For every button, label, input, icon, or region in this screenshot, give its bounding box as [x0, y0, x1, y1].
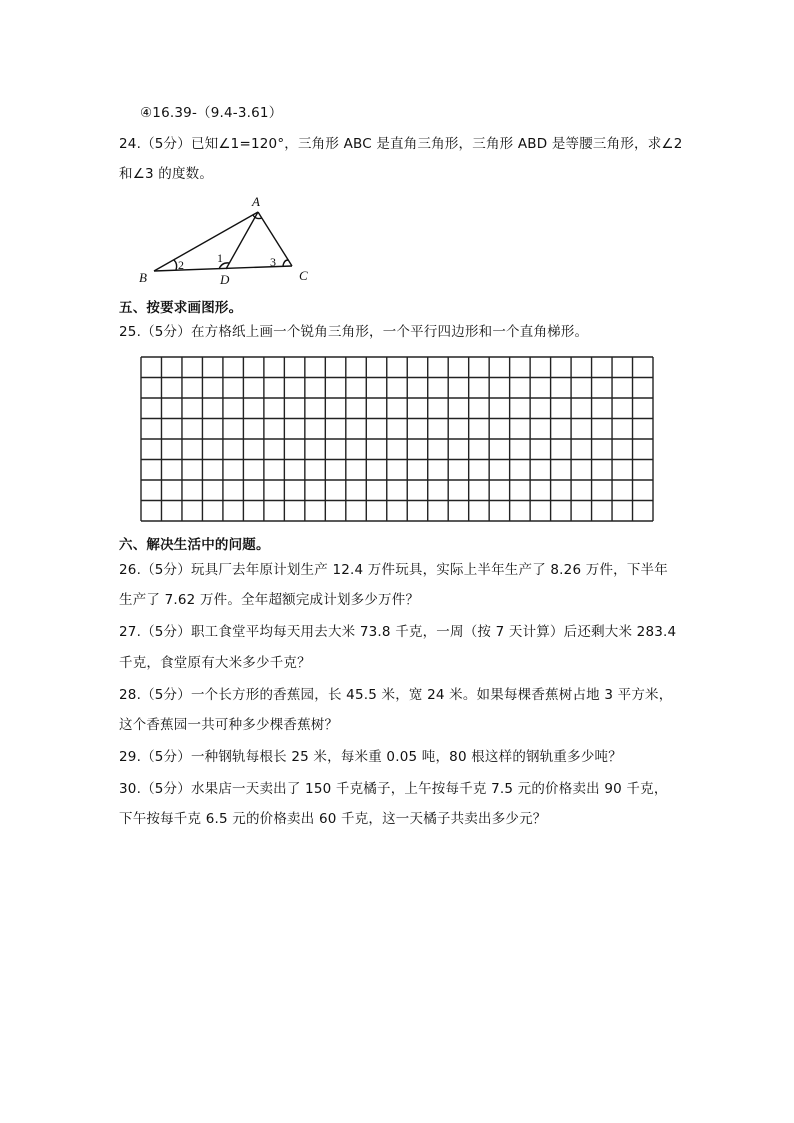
- question-27-line-1: 27.（5分）职工食堂平均每天用去大米 73.8 千克，一周（按 7 天计算）后还剩大米 283.4: [119, 624, 677, 640]
- question-28-line-1: 28.（5分）一个长方形的香蕉园，长 45.5 米，宽 24 米。如果每棵香蕉树占地 3 平方米，: [119, 687, 673, 703]
- label-angle-2: 2: [178, 258, 184, 272]
- section-6-heading: 六、解决生活中的问题。: [119, 537, 270, 553]
- angle-2-arc: [174, 260, 177, 270]
- question-26-line-1: 26.（5分）玩具厂去年原计划生产 12.4 万件玩具，实际上半年生产了 8.26 万件，下半年: [119, 562, 668, 578]
- question-25: 25.（5分）在方格纸上画一个锐角三角形，一个平行四边形和一个直角梯形。: [119, 324, 589, 340]
- label-angle-3: 3: [270, 255, 276, 269]
- question-30-line-2: 下午按每千克 6.5 元的价格卖出 60 千克，这一天橘子共卖出多少元？: [119, 811, 547, 827]
- question-26-line-2: 生产了 7.62 万件。全年超额完成计划多少万件？: [119, 592, 420, 608]
- question-27-line-2: 千克，食堂原有大米多少千克？: [119, 655, 311, 671]
- label-c: C: [299, 268, 308, 283]
- question-23-part-4: ④16.39-（9.4-3.61）: [140, 105, 283, 121]
- label-d: D: [220, 272, 230, 284]
- question-24-line-1: 24.（5分）已知∠1=120°，三角形 ABC 是直角三角形，三角形 ABD 是等腰三角形，求∠2: [119, 136, 683, 152]
- question-29: 29.（5分）一种钢轨每根长 25 米，每米重 0.05 吨，80 根这样的钢轨重多少吨？: [119, 749, 622, 765]
- question-24-line-2: 和∠3 的度数。: [119, 166, 214, 182]
- section-5-heading: 五、按要求画图形。: [119, 300, 243, 316]
- grid-paper: [140, 356, 654, 522]
- angle-3-arc: [283, 260, 288, 266]
- label-angle-1: 1: [217, 251, 223, 265]
- label-b: B: [139, 270, 147, 284]
- segment-ab: [154, 212, 258, 271]
- label-a: A: [252, 194, 260, 209]
- question-28-line-2: 这个香蕉园一共可种多少棵香蕉树？: [119, 717, 339, 733]
- question-30-line-1: 30.（5分）水果店一天卖出了 150 千克橘子，上午按每千克 7.5 元的价格卖出 90 千克，: [119, 781, 668, 797]
- triangle-figure: [136, 192, 326, 284]
